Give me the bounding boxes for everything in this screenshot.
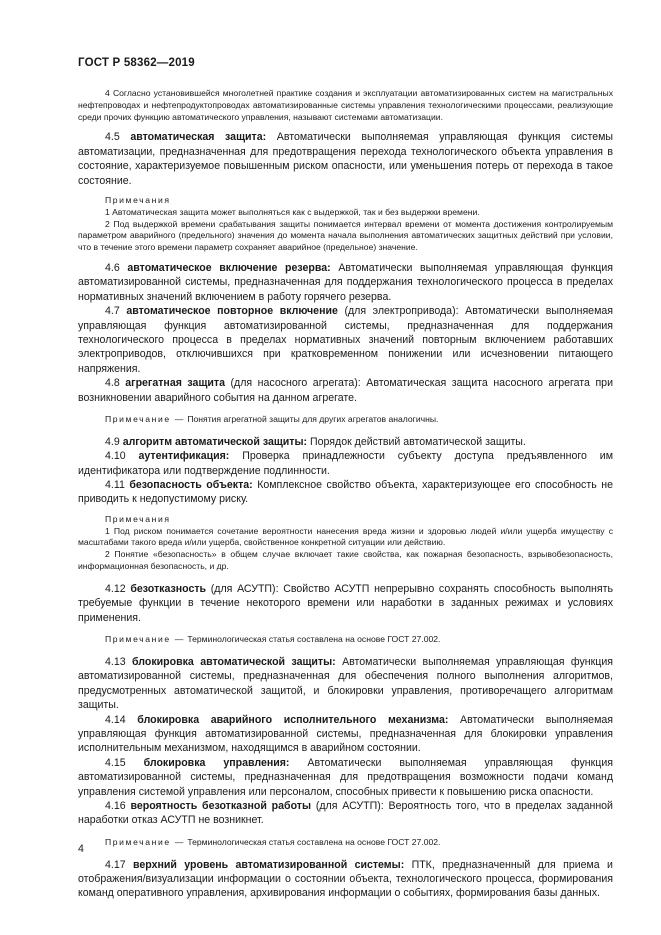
page-number: 4 [78, 843, 84, 855]
term-entry [78, 799, 613, 828]
term-definition: Автоматически выполняемая управляющая функция автоматизированной системы, предназначенная для предотвращения возможности подачи команд управления системой управления или персоналом, способных привести к повышению риска опасности. [78, 756, 614, 798]
term-name: автоматическая защита: [130, 131, 267, 144]
term-definition: Вероятность того, что в пределах заданной наработки отказ АСУТП не возникнет. [78, 799, 613, 827]
term-definition: Порядок действий автоматической защиты. [310, 435, 526, 448]
term-name: алгоритм автоматической защиты: [122, 435, 308, 448]
term-number: 4.9 [105, 435, 120, 448]
term-entry [78, 713, 613, 756]
note-item: 4 Согласно установившейся многолетней практике создания и эксплуатации автоматизированных систем на магистральных нефтепроводах и нефтепродуктопроводах автоматизированные системы управления технологическими процессами, реализующие среди прочих функцию автоматического управления, называют системами автоматизации. [78, 88, 613, 122]
term-name: блокировка автоматической защиты: [132, 655, 336, 668]
document-body [78, 88, 613, 901]
note-item: 1 Под риском понимается сочетание вероятности нанесения вреда жизни и здоровью людей и/или ущерба имуществу с масштабами такого вреда и/или ущерба, свойственное конкретной ситуации или действию. [78, 525, 614, 548]
term-entry [78, 376, 613, 405]
term-entry [78, 478, 613, 507]
term-definition: Автоматически выполняемая управляющая функция автоматизированной системы, предназначенная для блокировки управления исполнительным механизмом, находящимся в аварийном состоянии. [78, 713, 613, 755]
term-number: 4.17 [105, 858, 126, 871]
term-number: 4.15 [105, 756, 126, 769]
term-name: блокировка управления: [143, 756, 290, 769]
term-entry [78, 130, 613, 188]
term-definition: Автоматически выполняемая управляющая функция автоматизированной системы, предназначенная для обеспечения полного выполнения алгоритмов, предусмотренных автоматической защитой, и блокировки управления, противоречащего алгоритмам защиты. [78, 655, 613, 712]
term-name: безопасность объекта: [129, 479, 253, 492]
term-definition: Проверка принадлежности субъекту доступа предъявленного им идентификатора или подтверждение подлинности. [78, 450, 613, 477]
term-entry [78, 582, 613, 625]
term-definition: Автоматически выполняемая управляющая функция системы автоматизации, предназначенная для предотвращения перехода технологического объекта управления в состояние, характеризуемое повышенным риском опасности, или уменьшения потерь от перехода в такое состояние. [78, 131, 613, 187]
term-definition: Автоматически выполняемая управляющая функция автоматизированной системы, предназначенная для поддержания технологического процесса в пределах нормативных значений повторным включением работавших электроприводов, отключившихся при кратковременном понижении или исчезновении питающего напряжения. [78, 305, 613, 375]
term-qualifier: (для АСУТП): [210, 582, 279, 595]
term-number: 4.10 [105, 450, 126, 463]
term-entry [78, 304, 613, 376]
note-item: 2 Понятие «безопасность» в общем случае включает такие свойства, как пожарная безопасность, взрывобезопасность, информационная безопасность, и др. [78, 549, 613, 572]
term-name: вероятность безотказной работы [130, 799, 312, 812]
term-name: автоматическое включение резерва: [127, 262, 331, 274]
term-definition: Автоматическая защита насосного агрегата при возникновении аварийного события на данном агрегате. [78, 377, 613, 404]
term-definition: Комплексное свойство объекта, характеризующее его способность не приводить к недопустимому риску. [78, 479, 613, 506]
term-entry [78, 435, 613, 449]
term-number: 4.5 [105, 131, 120, 144]
term-entry [78, 261, 613, 304]
term-entry [78, 756, 613, 799]
term-number: 4.12 [105, 582, 126, 595]
term-number: 4.13 [105, 655, 126, 668]
term-entry [78, 449, 613, 478]
term-name: аутентификация: [138, 450, 230, 463]
note-single: Примечание — Терминологическая статья составлена на основе ГОСТ 27.002. [105, 836, 441, 847]
note-single: Примечание — Терминологическая статья составлена на основе ГОСТ 27.002. [105, 634, 441, 645]
term-number: 4.11 [105, 479, 125, 492]
term-name: блокировка аварийного исполнительного механизма: [137, 713, 449, 726]
note-single: Примечание — Понятия агрегатной защиты для других агрегатов аналогичны. [105, 414, 439, 425]
note-item: 2 Под выдержкой времени срабатывания защиты понимается интервал времени от момента достижения контролируемым параметром аварийного (предельного) значения до момента начала выполнения автоматических защитных действий при условии, что в течение этого времени параметр сохраняет аварийное (предельное) значение. [78, 218, 613, 253]
notes-heading: Примечания [105, 195, 171, 206]
term-definition: Автоматически выполняемая управляющая функция автоматизированной системы, предназначенная для поддержания технологического процесса в пределах нормативных значений включением в работу горячего резерва. [78, 262, 614, 303]
term-entry [78, 655, 613, 713]
term-entry [78, 858, 613, 901]
term-qualifier: (для насосного агрегата): [230, 377, 361, 390]
term-qualifier: (для АСУТП): [315, 799, 384, 812]
term-name: безотказность [130, 582, 207, 595]
term-qualifier: (для электропривода): [344, 305, 459, 318]
document-header: ГОСТ Р 58362—2019 [78, 57, 195, 69]
term-number: 4.16 [105, 799, 126, 812]
term-definition: Свойство АСУТП непрерывно сохранять способность выполнять требуемые функции в течение некоторого времени или наработки в заданных режимах и условиях применения. [78, 582, 614, 624]
notes-heading: Примечания [105, 513, 171, 524]
term-number: 4.7 [105, 305, 120, 318]
note-item: 1 Автоматическая защита может выполняться как с выдержкой, так и без выдержки времени. [105, 206, 480, 217]
term-name: верхний уровень автоматизированной системы: [133, 858, 405, 871]
term-number: 4.6 [105, 262, 120, 274]
term-name: автоматическое повторное включение [126, 305, 338, 318]
term-number: 4.8 [105, 377, 120, 390]
term-number: 4.14 [105, 713, 126, 726]
term-name: агрегатная защита [125, 377, 225, 390]
term-definition: ПТК, предназначенный для приема и отображения/визуализации информации о состоянии объекта, технологического процесса, формирования команд оперативного управления, архивирования информации о событиях, формирования базы данных. [78, 858, 613, 900]
